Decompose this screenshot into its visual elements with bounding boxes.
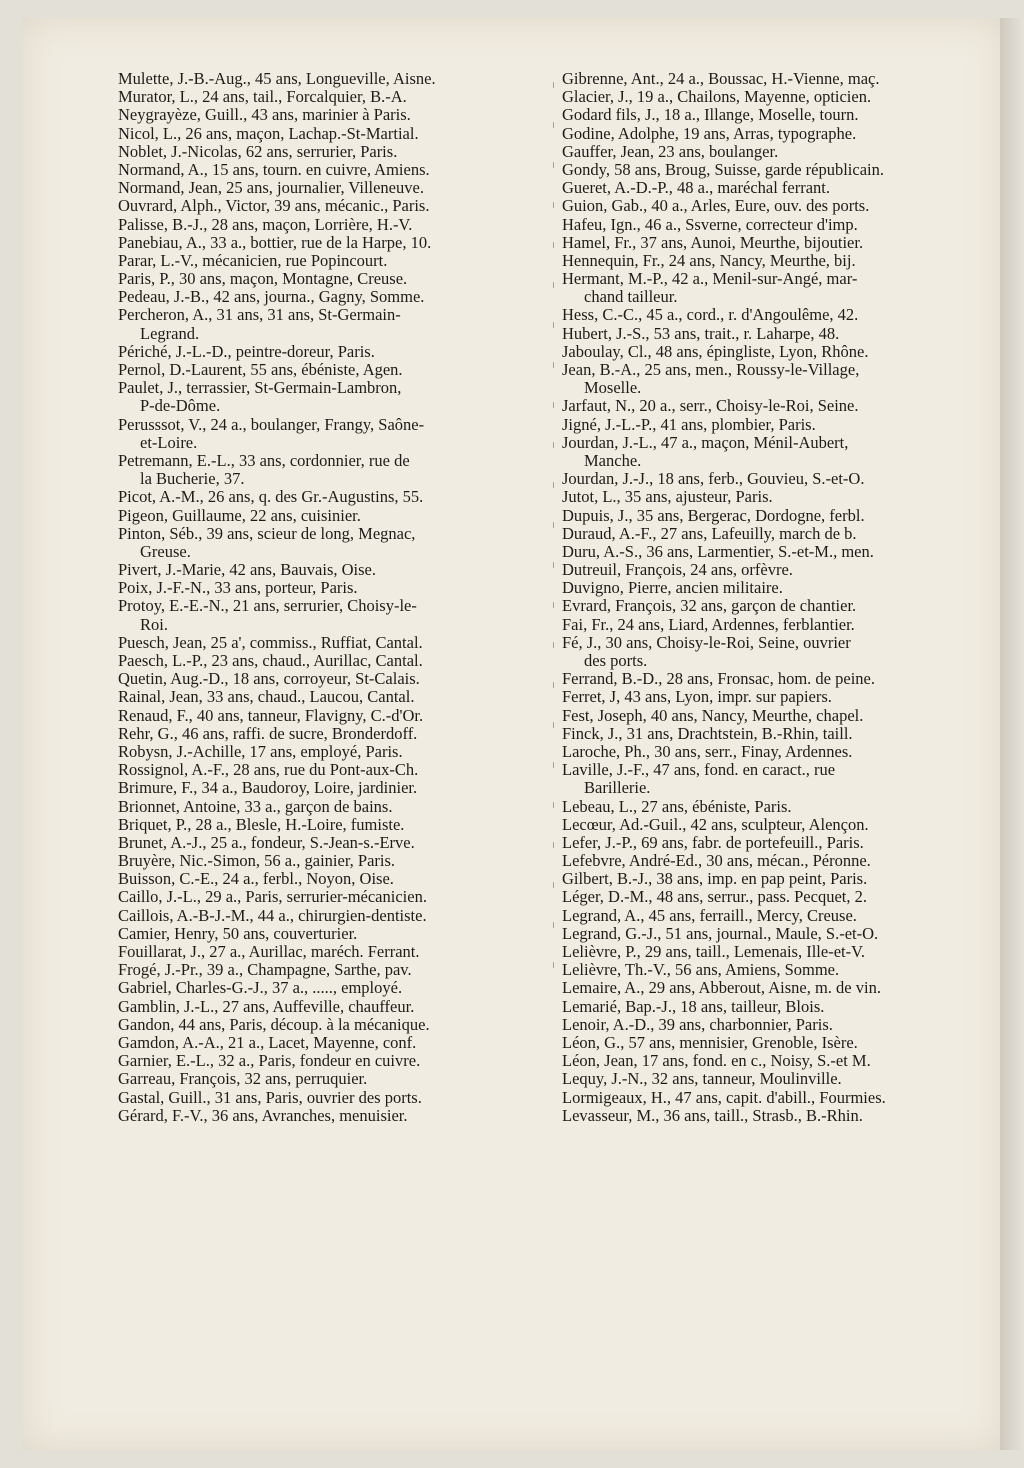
entry-line: Hess, C.-C., 45 a., cord., r. d'Angoulême, 42.: [562, 305, 859, 325]
directory-entry: [118, 179, 556, 197]
entry-line: Gandon, 44 ans, Paris, découp. à la mécanique.: [118, 1014, 430, 1034]
directory-entry: [562, 179, 992, 197]
directory-entry: [562, 1107, 992, 1125]
directory-entry: [118, 725, 556, 743]
entry-line: Briquet, P., 28 a., Blesle, H.-Loire, fumiste.: [118, 814, 405, 834]
directory-entry: [562, 1089, 992, 1107]
entry-line: Dutreuil, François, 24 ans, orfèvre.: [562, 560, 793, 580]
directory-entry: [118, 525, 556, 561]
directory-entry: [562, 561, 992, 579]
entry-line: Pigeon, Guillaume, 22 ans, cuisinier.: [118, 505, 361, 525]
directory-entry: [118, 852, 556, 870]
directory-entry: [118, 888, 556, 906]
directory-entry: [562, 488, 992, 506]
directory-entry: [118, 925, 556, 943]
directory-entry: [562, 725, 992, 743]
directory-entry: [118, 252, 556, 270]
directory-entry: [562, 325, 992, 343]
entry-line: Legrand, G.-J., 51 ans, journal., Maule, S.-et-O.: [562, 923, 879, 943]
entry-line: Duru, A.-S., 36 ans, Larmentier, S.-et-M., men.: [562, 541, 874, 561]
directory-entry: [562, 88, 992, 106]
directory-entry: [118, 488, 556, 506]
directory-entry: [562, 270, 992, 306]
entry-line: Lefer, J.-P., 69 ans, fabr. de portefeuill., Paris.: [562, 832, 864, 852]
entry-continuation: des ports.: [584, 651, 648, 670]
directory-entry: [118, 688, 556, 706]
entry-line: Laville, J.-F., 47 ans, fond. en caract., rue: [562, 760, 836, 780]
entry-line: Gabriel, Charles-G.-J., 37 a., ....., employé.: [118, 978, 403, 998]
entry-line: Godard fils, J., 18 a., Illange, Moselle, tourn.: [562, 105, 859, 125]
directory-entry: [118, 306, 556, 342]
entry-continuation: Barillerie.: [584, 778, 651, 798]
directory-entry: [562, 870, 992, 888]
entry-line: Caillo, J.-L., 29 a., Paris, serrurier-mécanicien.: [118, 887, 427, 907]
directory-entry: [118, 452, 556, 488]
entry-line: Lefebvre, André-Ed., 30 ans, mécan., Péronne.: [562, 851, 871, 871]
directory-entry: [118, 106, 556, 124]
directory-entry: [562, 688, 992, 706]
entry-line: Normand, Jean, 25 ans, journalier, Villeneuve.: [118, 178, 424, 198]
entry-line: Perusssot, V., 24 a., boulanger, Frangy, Saône-: [118, 414, 425, 434]
entry-line: Pivert, J.-Marie, 42 ans, Bauvais, Oise.: [118, 560, 376, 580]
directory-entry: [118, 161, 556, 179]
entry-line: Neygrayèze, Guill., 43 ans, marinier à Paris.: [118, 105, 411, 125]
directory-entry: [562, 470, 992, 488]
directory-entry: [562, 634, 992, 670]
entry-line: Lemaire, A., 29 ans, Abberout, Aisne, m. de vin.: [562, 978, 881, 998]
entry-line: Petremann, E.-L., 33 ans, cordonnier, rue de: [118, 450, 410, 470]
entry-line: Lelièvre, Th.-V., 56 ans, Amiens, Somme.: [562, 960, 840, 980]
entry-line: Hennequin, Fr., 24 ans, Nancy, Meurthe, bij.: [562, 250, 856, 270]
entry-line: Lormigeaux, H., 47 ans, capit. d'abill., Fourmies.: [562, 1087, 886, 1107]
entry-line: Fest, Joseph, 40 ans, Nancy, Meurthe, chapel.: [562, 705, 864, 725]
entry-line: Protoy, E.-E.-N., 21 ans, serrurier, Choisy-le-: [118, 596, 417, 616]
entry-line: Brimure, F., 34 a., Baudoroy, Loire, jardinier.: [118, 778, 418, 798]
entry-line: Normand, A., 15 ans, tourn. en cuivre, Amiens.: [118, 159, 430, 179]
directory-entry: [562, 597, 992, 615]
directory-entry: [118, 416, 556, 452]
directory-entry: [562, 361, 992, 397]
entry-line: Gauffer, Jean, 23 ans, boulanger.: [562, 141, 779, 161]
directory-entry: [118, 652, 556, 670]
directory-entry: [562, 234, 992, 252]
entry-line: Hubert, J.-S., 53 ans, trait., r. Laharpe, 48.: [562, 323, 840, 343]
directory-entry: [562, 743, 992, 761]
entry-line: Gamdon, A.-A., 21 a., Lacet, Mayenne, conf.: [118, 1032, 417, 1052]
directory-entry: [118, 561, 556, 579]
entry-continuation: Greuse.: [140, 541, 191, 561]
directory-entry: [562, 416, 992, 434]
directory-entry: [562, 925, 992, 943]
entry-line: Jutot, L., 35 ans, ajusteur, Paris.: [562, 487, 773, 507]
directory-entry: [562, 979, 992, 997]
directory-entry: [562, 161, 992, 179]
entry-line: Murator, L., 24 ans, tail., Forcalquier, B.-A.: [118, 87, 407, 107]
entry-continuation: Legrand.: [140, 323, 200, 343]
directory-entry: [118, 870, 556, 888]
entry-line: Renaud, F., 40 ans, tanneur, Flavigny, C.-d'Or.: [118, 705, 424, 725]
entry-line: Guion, Gab., 40 a., Arles, Eure, ouv. des ports.: [562, 196, 870, 216]
directory-entry: [562, 834, 992, 852]
entry-continuation: et-Loire.: [140, 432, 198, 452]
directory-entry: [118, 743, 556, 761]
entry-line: Pedeau, J.-B., 42 ans, journa., Gagny, Somme.: [118, 287, 425, 307]
entry-line: Rainal, Jean, 33 ans, chaud., Laucou, Cantal.: [118, 687, 415, 707]
entry-line: Jourdan, J.-J., 18 ans, ferb., Gouvieu, S.-et-O.: [562, 469, 865, 489]
entry-line: Legrand, A., 45 ans, ferraill., Mercy, Creuse.: [562, 905, 857, 925]
entry-line: Hamel, Fr., 37 ans, Aunoi, Meurthe, bijoutier.: [562, 232, 864, 252]
entry-line: Laroche, Ph., 30 ans, serr., Finay, Ardennes.: [562, 741, 853, 761]
entry-line: Caillois, A.-B-J.-M., 44 a., chirurgien-dentiste.: [118, 905, 427, 925]
directory-entry: [118, 125, 556, 143]
directory-entry: [118, 979, 556, 997]
directory-entry: [562, 143, 992, 161]
entry-line: Périché, J.-L.-D., peintre-doreur, Paris.: [118, 341, 375, 361]
entry-line: Lelièvre, P., 29 ans, taill., Lemenais, Ille-et-V.: [562, 942, 866, 961]
entry-continuation: Manche.: [584, 450, 642, 470]
directory-entry: [562, 616, 992, 634]
directory-entry: [118, 597, 556, 633]
entry-line: Evrard, François, 32 ans, garçon de chantier.: [562, 596, 857, 616]
entry-line: Léger, D.-M., 48 ans, serrur., pass. Pecquet, 2.: [562, 887, 867, 907]
directory-entry: [118, 234, 556, 252]
entry-line: Ferret, J, 43 ans, Lyon, impr. sur papiers.: [562, 687, 832, 707]
entry-continuation: la Bucherie, 37.: [140, 469, 245, 489]
entry-line: Paesch, L.-P., 23 ans, chaud., Aurillac, Cantal.: [118, 651, 423, 670]
entry-continuation: P-de-Dôme.: [140, 396, 221, 416]
entry-line: Noblet, J.-Nicolas, 62 ans, serrurier, Paris.: [118, 141, 398, 161]
entry-line: Rossignol, A.-F., 28 ans, rue du Pont-aux-Ch.: [118, 760, 419, 780]
entry-line: Parar, L.-V., mécanicien, rue Popincourt.: [118, 250, 388, 270]
directory-entry: [562, 434, 992, 470]
entry-line: Godine, Adolphe, 19 ans, Arras, typographe.: [562, 123, 857, 143]
directory-entry: [562, 1052, 992, 1070]
left-column: [118, 70, 556, 1125]
entry-line: Gueret, A.-D.-P., 48 a., maréchal ferrant.: [562, 178, 831, 198]
entry-continuation: Roi.: [140, 614, 168, 634]
entry-line: Gilbert, B.-J., 38 ans, imp. en pap peint, Paris.: [562, 869, 868, 889]
directory-entry: [562, 525, 992, 543]
directory-entry: [562, 943, 992, 961]
directory-entry: [118, 216, 556, 234]
directory-entry: [562, 1034, 992, 1052]
right-column: [562, 70, 992, 1125]
entry-line: Ouvrard, Alph., Victor, 39 ans, mécanic., Paris.: [118, 196, 430, 216]
entry-line: Ferrand, B.-D., 28 ans, Fronsac, hom. de peine.: [562, 669, 875, 689]
directory-entry: [562, 1070, 992, 1088]
entry-line: Léon, G., 57 ans, mennisier, Grenoble, Isère.: [562, 1032, 858, 1052]
entry-line: Puesch, Jean, 25 a', commiss., Ruffiat, Cantal.: [118, 632, 423, 652]
entry-line: Camier, Henry, 50 ans, couverturier.: [118, 923, 358, 943]
directory-entry: [118, 1034, 556, 1052]
directory-entry: [562, 197, 992, 215]
directory-entry: [118, 943, 556, 961]
entry-line: Nicol, L., 26 ans, maçon, Lachap.-St-Martial.: [118, 123, 419, 143]
entry-line: Mulette, J.-B.-Aug., 45 ans, Longueville, Aisne.: [118, 69, 436, 88]
entry-line: Lenoir, A.-D., 39 ans, charbonnier, Paris.: [562, 1014, 833, 1034]
entry-line: Paris, P., 30 ans, maçon, Montagne, Creuse.: [118, 269, 408, 289]
entry-line: Jaboulay, Cl., 48 ans, épingliste, Lyon, Rhône.: [562, 341, 869, 361]
entry-line: Pinton, Séb., 39 ans, scieur de long, Megnac,: [118, 523, 416, 543]
directory-entry: [118, 507, 556, 525]
entry-line: Duvigno, Pierre, ancien militaire.: [562, 578, 783, 598]
entry-line: Quetin, Aug.-D., 18 ans, corroyeur, St-Calais.: [118, 669, 420, 689]
directory-entry: [118, 579, 556, 597]
directory-entry: [118, 343, 556, 361]
directory-entry: [562, 998, 992, 1016]
directory-entry: [118, 70, 556, 88]
directory-entry: [562, 961, 992, 979]
entry-line: Jigné, J.-L.-P., 41 ans, plombier, Paris.: [562, 414, 816, 434]
directory-entry: [118, 379, 556, 415]
entry-line: Levasseur, M., 36 ans, taill., Strasb., B.-Rhin.: [562, 1105, 863, 1125]
entry-continuation: chand tailleur.: [584, 287, 678, 307]
directory-entry: [562, 579, 992, 597]
directory-entry: [562, 543, 992, 561]
directory-entry: [562, 343, 992, 361]
directory-entry: [562, 306, 992, 324]
directory-entry: [118, 834, 556, 852]
entry-line: Dupuis, J., 35 ans, Bergerac, Dordogne, ferbl.: [562, 505, 865, 525]
entry-line: Lebeau, L., 27 ans, ébéniste, Paris.: [562, 796, 792, 816]
directory-entry: [562, 397, 992, 415]
entry-line: Poix, J.-F.-N., 33 ans, porteur, Paris.: [118, 578, 358, 598]
directory-entry: [562, 252, 992, 270]
entry-line: Robysn, J.-Achille, 17 ans, employé, Paris.: [118, 741, 403, 761]
directory-entry: [562, 106, 992, 124]
directory-entry: [118, 1107, 556, 1125]
entry-line: Brionnet, Antoine, 33 a., garçon de bains.: [118, 796, 393, 816]
directory-entry: [118, 761, 556, 779]
entry-line: Garreau, François, 32 ans, perruquier.: [118, 1069, 368, 1089]
directory-entry: [118, 1089, 556, 1107]
entry-line: Gibrenne, Ant., 24 a., Boussac, H.-Vienne, maç.: [562, 69, 880, 88]
entry-line: Gérard, F.-V., 36 ans, Avranches, menuisier.: [118, 1105, 408, 1125]
entry-line: Rehr, G., 46 ans, raffi. de sucre, Bronderdoff.: [118, 723, 418, 743]
entry-line: Fai, Fr., 24 ans, Liard, Ardennes, ferblantier.: [562, 614, 855, 634]
directory-entry: [118, 361, 556, 379]
directory-entry: [118, 961, 556, 979]
directory-entry: [118, 1052, 556, 1070]
entry-line: Jourdan, J.-L., 47 a., maçon, Ménil-Aubert,: [562, 432, 849, 452]
entry-line: Bruyère, Nic.-Simon, 56 a., gainier, Paris.: [118, 851, 396, 871]
directory-entry: [118, 634, 556, 652]
directory-entry: [562, 888, 992, 906]
directory-entry: [562, 216, 992, 234]
directory-entry: [118, 143, 556, 161]
directory-entry: [118, 1016, 556, 1034]
entry-line: Palisse, B.-J., 28 ans, maçon, Lorrière, H.-V.: [118, 214, 413, 234]
directory-entry: [562, 1016, 992, 1034]
entry-line: Lemarié, Bap.-J., 18 ans, tailleur, Blois.: [562, 996, 825, 1016]
entry-line: Picot, A.-M., 26 ans, q. des Gr.-Augustins, 55.: [118, 487, 424, 507]
directory-entry: [562, 125, 992, 143]
directory-entry: [118, 670, 556, 688]
directory-entry: [118, 1070, 556, 1088]
directory-entry: [118, 816, 556, 834]
entry-line: Hafeu, Ign., 46 a., Ssverne, correcteur d'imp.: [562, 214, 858, 234]
directory-entry: [118, 779, 556, 797]
entry-line: Jean, B.-A., 25 ans, men., Roussy-le-Village,: [562, 360, 860, 379]
entry-line: Brunet, A.-J., 25 a., fondeur, S.-Jean-s.-Erve.: [118, 832, 415, 852]
directory-entry: [562, 670, 992, 688]
directory-entry: [118, 798, 556, 816]
directory-entry: [118, 270, 556, 288]
entry-line: Gamblin, J.-L., 27 ans, Auffeville, chauffeur.: [118, 996, 415, 1016]
entry-line: Percheron, A., 31 ans, 31 ans, St-Germain-: [118, 305, 401, 325]
entry-line: Fouillarat, J., 27 a., Aurillac, maréch. Ferrant.: [118, 942, 420, 961]
entry-line: Finck, J., 31 ans, Drachtstein, B.-Rhin, taill.: [562, 723, 853, 743]
directory-entry: [562, 507, 992, 525]
entry-line: Glacier, J., 19 a., Chailons, Mayenne, opticien.: [562, 87, 872, 107]
directory-entry: [562, 707, 992, 725]
page-edge: [1000, 18, 1024, 1450]
directory-entry: [562, 70, 992, 88]
entry-line: Lequy, J.-N., 32 ans, tanneur, Moulinville.: [562, 1069, 842, 1089]
directory-entry: [118, 88, 556, 106]
entry-line: Frogé, J.-Pr., 39 a., Champagne, Sarthe, pav.: [118, 960, 412, 980]
directory-entry: [562, 761, 992, 797]
entry-line: Duraud, A.-F., 27 ans, Lafeuilly, march de b.: [562, 523, 857, 543]
entry-line: Paulet, J., terrassier, St-Germain-Lambron,: [118, 378, 402, 398]
entry-line: Fé, J., 30 ans, Choisy-le-Roi, Seine, ouvrier: [562, 632, 851, 652]
directory-entry: [562, 907, 992, 925]
directory-entry: [562, 852, 992, 870]
entry-line: Pernol, D.-Laurent, 55 ans, ébéniste, Agen.: [118, 360, 403, 379]
directory-entry: [562, 816, 992, 834]
entry-line: Buisson, C.-E., 24 a., ferbl., Noyon, Oise.: [118, 869, 394, 889]
directory-entry: [118, 707, 556, 725]
entry-line: Hermant, M.-P., 42 a., Menil-sur-Angé, mar-: [562, 269, 858, 289]
entry-continuation: Moselle.: [584, 378, 642, 398]
entry-line: Panebiau, A., 33 a., bottier, rue de la Harpe, 10.: [118, 232, 432, 252]
directory-entry: [118, 288, 556, 306]
directory-entry: [118, 197, 556, 215]
directory-entry: [562, 798, 992, 816]
entry-line: Jarfaut, N., 20 a., serr., Choisy-le-Roi, Seine.: [562, 396, 859, 416]
directory-entry: [118, 907, 556, 925]
entry-line: Garnier, E.-L., 32 a., Paris, fondeur en cuivre.: [118, 1051, 421, 1071]
entry-line: Gondy, 58 ans, Broug, Suisse, garde républicain.: [562, 159, 884, 179]
directory-entry: [118, 998, 556, 1016]
entry-line: Léon, Jean, 17 ans, fond. en c., Noisy, S.-et M.: [562, 1051, 871, 1071]
entry-line: Gastal, Guill., 31 ans, Paris, ouvrier des ports.: [118, 1087, 422, 1107]
entry-line: Lecœur, Ad.-Guil., 42 ans, sculpteur, Alençon.: [562, 814, 869, 834]
